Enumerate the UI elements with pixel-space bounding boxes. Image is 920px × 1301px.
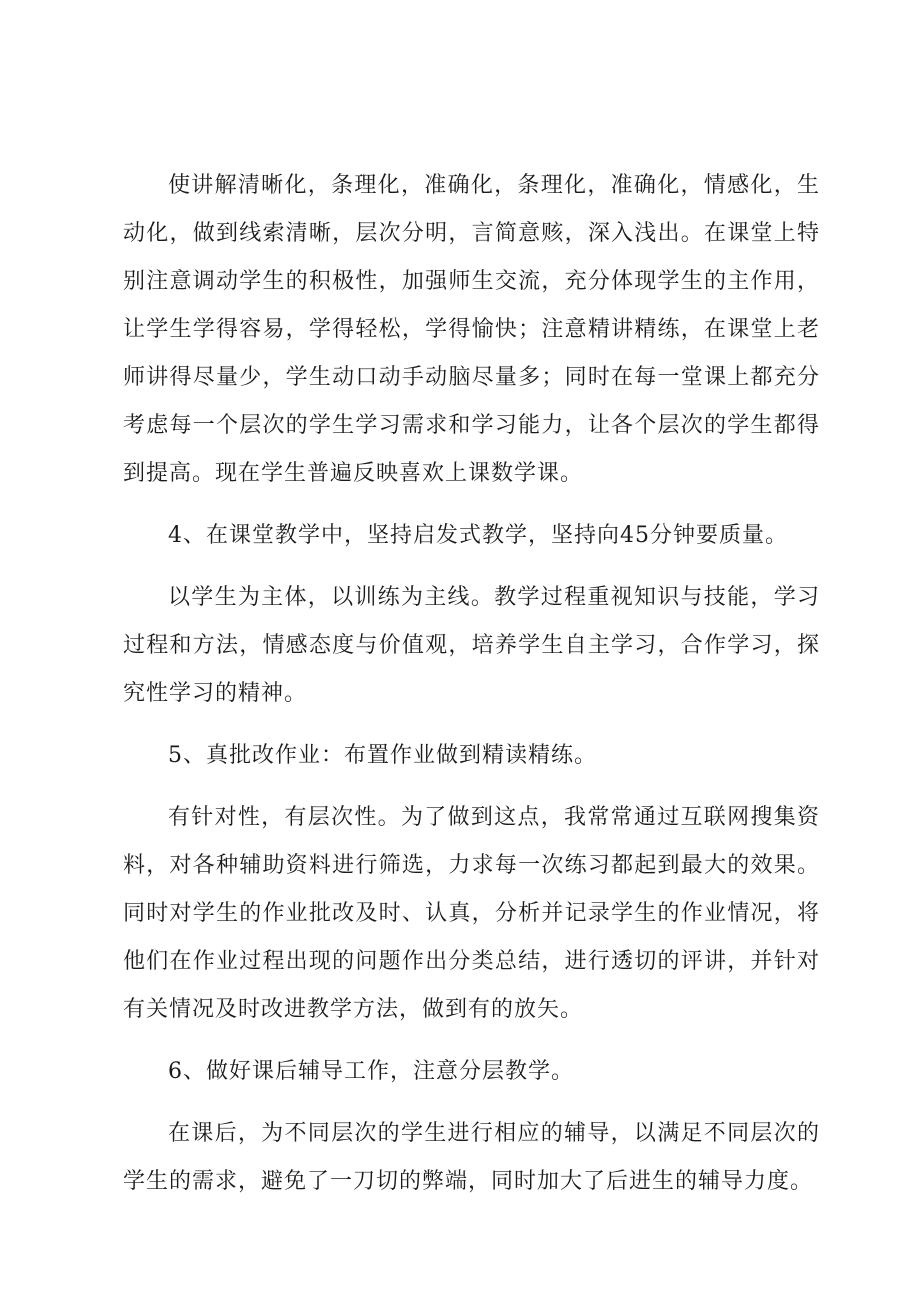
paragraph-student-centered: 以学生为主体，以训练为主线。教学过程重视知识与技能，学习过程和方法，情感态度与价值观，培养学生自主学习，合作学习，探究性学习的精神。 xyxy=(123,585,820,706)
paragraph-homework: 有针对性，有层次性。为了做到这点，我常常通过互联网搜集资料，对各种辅助资料进行筛选，力求每一次练习都起到最大的效果。同时对学生的作业批改及时、认真，分析并记录学生的作业情况，将他们在作业过程出现的问题作出分类总结，进行透切的评讲，并针对有关情况及时改进教学方法，做到有的放矢。 xyxy=(123,805,820,1022)
heading-item-4: 4、在课堂教学中，坚持启发式教学，坚持向45分钟要质量。 xyxy=(168,523,788,548)
paragraph-teaching-clarity: 使讲解清晰化，条理化，准确化，条理化，准确化，情感化，生动化，做到线索清晰，层次分明，言简意赅，深入浅出。在课堂上特别注意调动学生的积极性，加强师生交流，充分体现学生的主作用，让学生学得容易，学得轻松，学得愉快；注意精讲精练，在课堂上老师讲得尽量少，学生动口动手动脑尽量多；同时在每一堂课上都充分考虑每一个层次的学生学习需求和学习能力，让各个层次的学生都得到提高。现在学生普遍反映喜欢上课数学课。 xyxy=(123,173,820,486)
heading-item-6: 6、做好课后辅导工作，注意分层教学。 xyxy=(168,1059,574,1084)
document-body xyxy=(123,162,820,1220)
heading-item-5: 5、真批改作业：布置作业做到精读精练。 xyxy=(168,743,597,768)
paragraph-tutoring: 在课后，为不同层次的学生进行相应的辅导，以满足不同层次的学生的需求，避免了一刀切的弊端，同时加大了后进生的辅导力度。 xyxy=(123,1121,820,1194)
